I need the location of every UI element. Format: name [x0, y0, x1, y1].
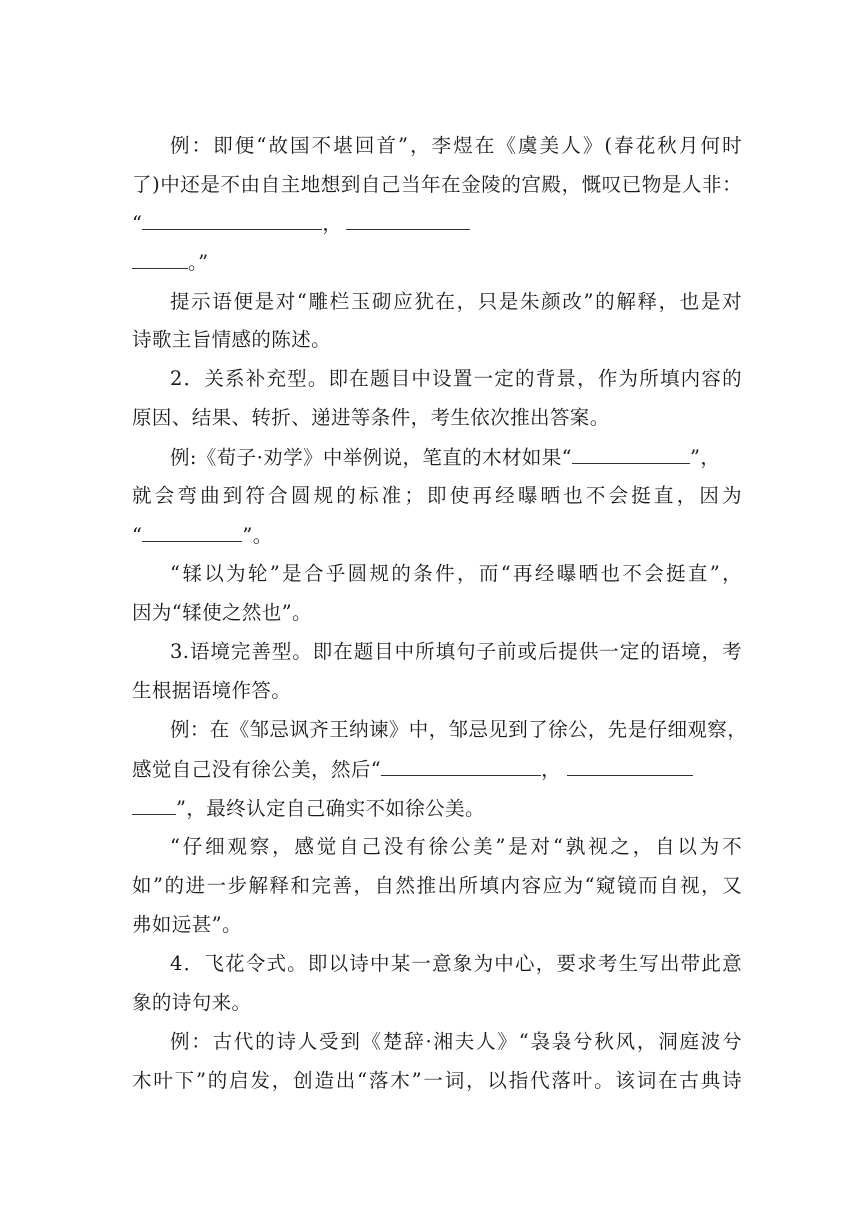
close-quote: 。” — [188, 251, 209, 274]
fill-blank-line — [132, 250, 742, 275]
text-span: 弗如远甚”。 — [132, 913, 242, 936]
text-span: “𫐓以为轮”是合乎圆规的条件，而“再经曝晒也不会挺直”， — [170, 562, 742, 585]
answer-blank[interactable] — [567, 757, 693, 776]
text-span: 例：在《邹忌讽齐王纳谏》中，邹忌见到了徐公，先是仔细观察， — [170, 718, 748, 741]
paragraph-line — [132, 484, 742, 508]
answer-blank[interactable] — [346, 211, 470, 230]
fill-blank-line — [132, 523, 742, 548]
answer-blank[interactable] — [572, 445, 690, 464]
answer-blank[interactable] — [132, 250, 188, 269]
section-heading-line — [170, 640, 742, 664]
section-heading-line — [170, 952, 742, 976]
answer-blank[interactable] — [381, 757, 541, 776]
paragraph-line — [132, 874, 742, 898]
fill-blank-line — [132, 211, 742, 236]
paragraph-line — [132, 1069, 742, 1093]
fill-blank-line — [132, 796, 742, 821]
paragraph-line — [132, 406, 742, 430]
comma: ， — [322, 212, 343, 235]
text-span: 例:《荀子·劝学》中举例说，笔直的木材如果“ — [170, 446, 573, 469]
text-span: 象的诗句来。 — [132, 991, 252, 1014]
text-span: 提示语便是对“雕栏玉砌应犹在，只是朱颜改”的解释，也是对 — [170, 290, 742, 313]
text-span: ”，最终认定自己确实不如徐公美。 — [176, 797, 485, 820]
text-span: 木叶下”的启发，创造出“落木”一词，以指代落叶。该词在古典诗 — [132, 1069, 742, 1092]
text-span: 感觉自己没有徐公美，然后“ — [132, 758, 382, 781]
section-heading-line — [170, 367, 742, 391]
text-span: 了)中还是不由自主地想到自己当年在金陵的宫殿，慨叹已物是人非： — [132, 173, 742, 196]
fill-blank-line — [132, 757, 742, 782]
text-span: 例：即便“故国不堪回首”，李煜在《虞美人》(春花秋月何时 — [170, 134, 742, 157]
text-span: 3.语境完善型。即在题目中所填句子前或后提供一定的语境，考 — [170, 640, 742, 663]
paragraph-line — [170, 718, 748, 742]
close-quote: ”， — [690, 446, 721, 469]
text-span: 诗歌主旨情感的陈述。 — [132, 328, 332, 351]
text-span: “仔细观察，感觉自己没有徐公美”是对“孰视之，自以为不 — [170, 835, 742, 858]
paragraph-line — [132, 679, 742, 703]
text-span: 因为“𫐓使之然也”。 — [132, 601, 312, 624]
open-quote: “ — [132, 212, 143, 235]
text-span: 4．飞花令式。即以诗中某一意象为中心，要求考生写出带此意 — [170, 952, 742, 975]
comma: ， — [541, 758, 562, 781]
text-span: 就会弯曲到符合圆规的标准；即使再经曝晒也不会挺直，因为 — [132, 484, 742, 507]
paragraph-line — [170, 290, 742, 314]
text-span: 2．关系补充型。即在题目中设置一定的背景，作为所填内容的 — [170, 367, 742, 390]
text-span: 原因、结果、转折、递进等条件，考生依次推出答案。 — [132, 406, 610, 429]
paragraph-line — [132, 173, 742, 197]
fill-blank-line — [170, 445, 742, 470]
paragraph-line — [170, 562, 742, 586]
paragraph-line — [132, 991, 742, 1015]
text-span: 生根据语境作答。 — [132, 679, 292, 702]
paragraph-line — [132, 328, 742, 352]
text-span: 例：古代的诗人受到《楚辞·湘夫人》“袅袅兮秋风，洞庭波兮 — [170, 1030, 742, 1053]
paragraph-line — [170, 835, 742, 859]
answer-blank[interactable] — [142, 523, 242, 542]
answer-blank[interactable] — [132, 796, 176, 815]
answer-blank[interactable] — [142, 211, 322, 230]
close-quote: ”。 — [242, 524, 273, 547]
paragraph-line — [170, 1030, 742, 1054]
paragraph-line — [132, 913, 742, 937]
open-quote: “ — [132, 524, 143, 547]
paragraph-line — [170, 134, 742, 158]
text-span: 如”的进一步解释和完善，自然推出所填内容应为“窥镜而自视，又 — [132, 874, 742, 897]
paragraph-line — [132, 601, 742, 625]
